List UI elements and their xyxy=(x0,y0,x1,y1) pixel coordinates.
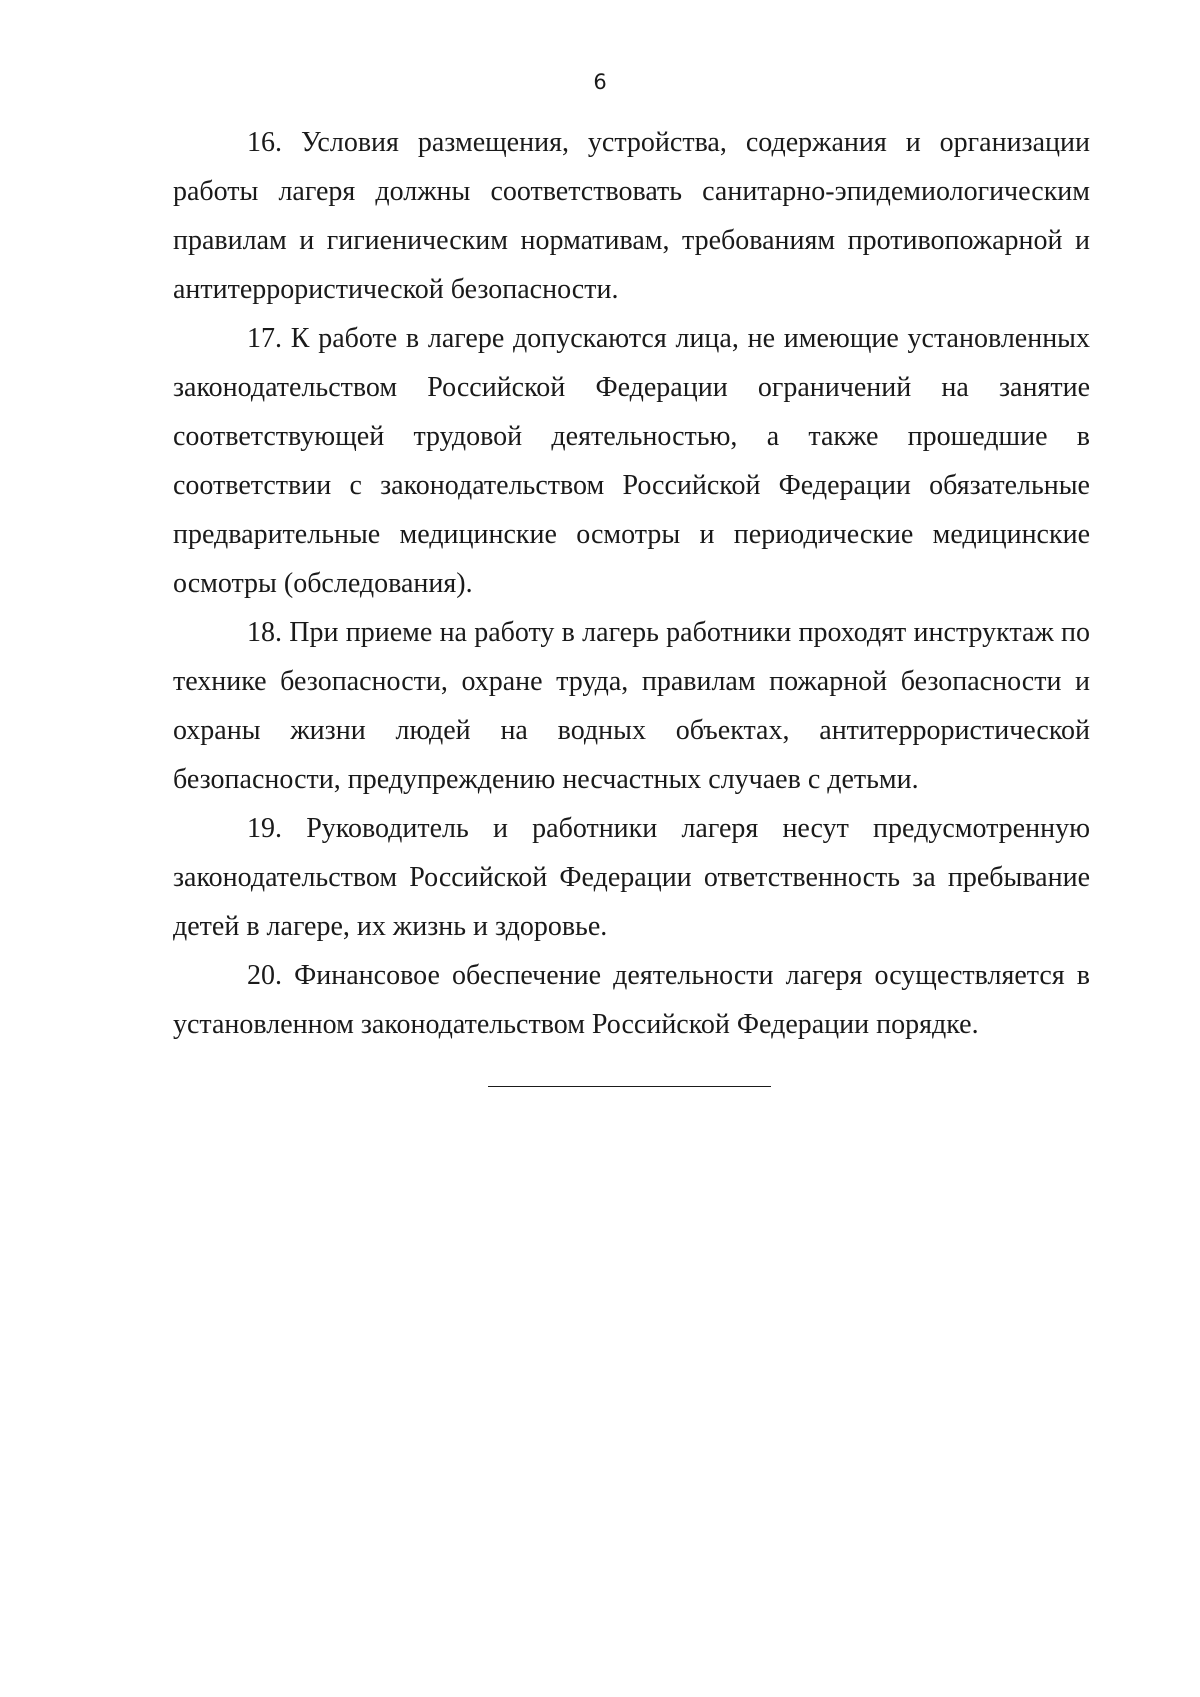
paragraph-text: Условия размещения, устройства, содержания и организации работы лагеря должны соответствовать санитарно-эпидемиологическим правилам и гигиеническим нормативам, требованиям противопожарной и антитеррористической безопасности. xyxy=(173,127,1090,305)
paragraph-20 xyxy=(173,951,1090,1049)
paragraph-text: Руководитель и работники лагеря несут предусмотренную законодательством Российской Федерации ответственность за пребывание детей в лагере, их жизнь и здоровье. xyxy=(173,813,1090,942)
paragraph-number: 17. xyxy=(247,323,282,354)
paragraph-16 xyxy=(173,118,1090,314)
page-number: 6 xyxy=(593,70,607,94)
paragraph-text: При приеме на работу в лагерь работники проходят инструктаж по технике безопасности, охране труда, правилам пожарной безопасности и охраны жизни людей на водных объектах, антитеррористической безопасности, предупреждению несчастных случаев с детьми. xyxy=(173,617,1091,795)
paragraph-text: К работе в лагере допускаются лица, не имеющие установленных законодательством Российской Федерации ограничений на занятие соответствующей трудовой деятельностью, а также прошедшие в соответствии с законодательством Российской Федерации обязательные предварительные медицинские осмотры и периодические медицинские осмотры (обследования). xyxy=(173,323,1090,599)
paragraph-number: 19. xyxy=(247,813,282,844)
paragraph-18 xyxy=(173,608,1090,804)
paragraph-number: 20. xyxy=(247,960,282,991)
paragraph-number: 16. xyxy=(247,127,282,158)
end-separator-line xyxy=(488,1086,771,1087)
paragraph-number: 18. xyxy=(247,617,282,648)
paragraph-17 xyxy=(173,314,1090,608)
document-body xyxy=(173,118,1090,1049)
paragraph-19 xyxy=(173,804,1090,951)
paragraph-text: Финансовое обеспечение деятельности лагеря осуществляется в установленном законодательством Российской Федерации порядке. xyxy=(173,960,1091,1040)
